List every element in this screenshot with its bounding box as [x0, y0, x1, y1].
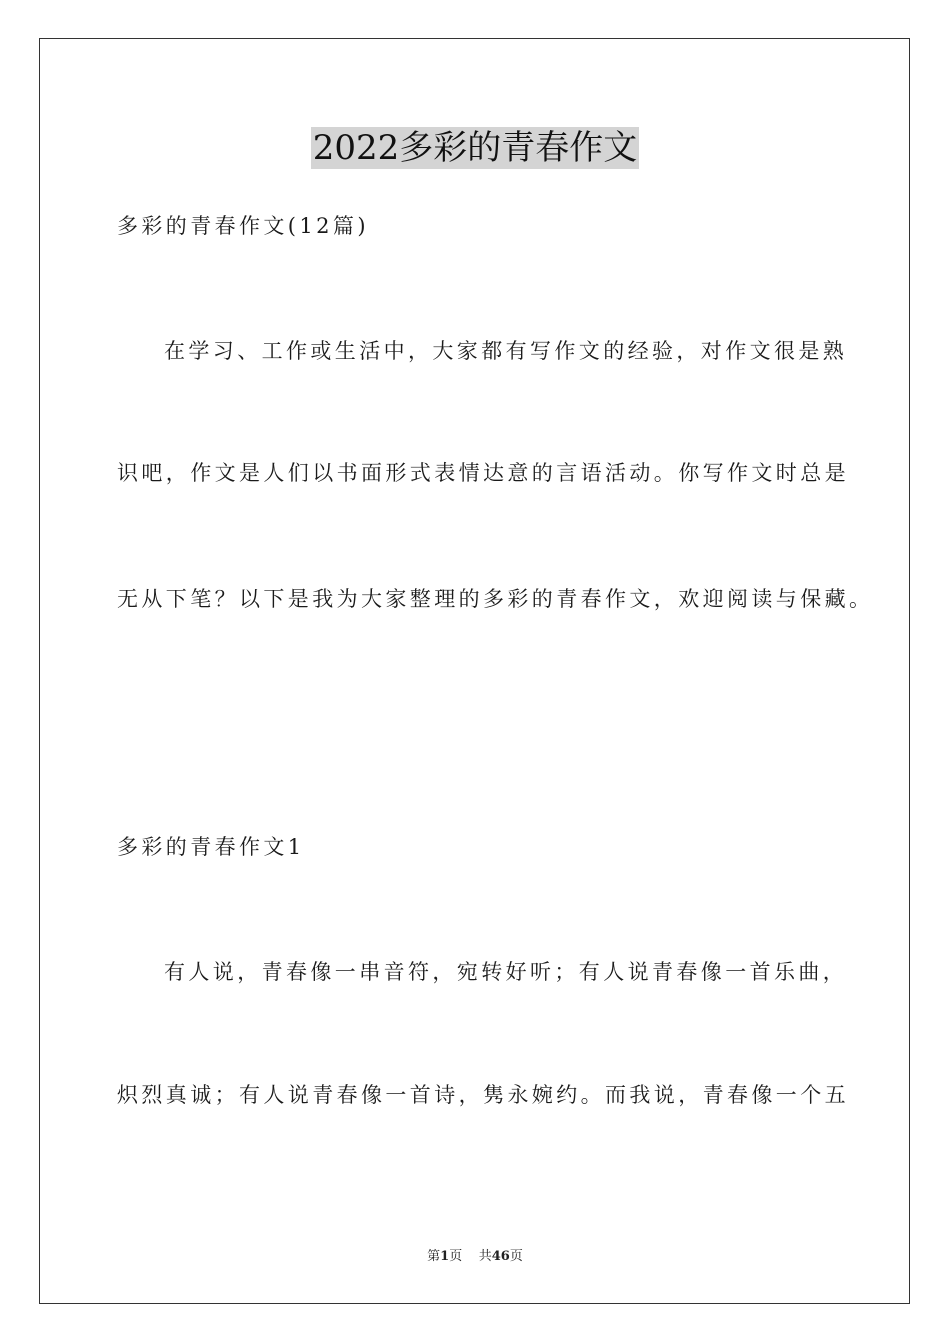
- footer-total-suffix: 页: [509, 1249, 523, 1264]
- section-line-1: 有人说，青春像一串音符，宛转好听；有人说青春像一首乐曲，: [164, 960, 848, 984]
- footer-total-prefix: 共: [478, 1249, 492, 1264]
- document-subtitle: 多彩的青春作文(12篇): [117, 214, 369, 238]
- page-footer: [0, 1248, 950, 1266]
- intro-line-3: 无从下笔？以下是我为大家整理的多彩的青春作文，欢迎阅读与保藏。: [117, 587, 874, 611]
- footer-total-pages: 46: [491, 1249, 510, 1264]
- section-line-2: 炽烈真诚；有人说青春像一首诗，隽永婉约。而我说，青春像一个五: [117, 1083, 849, 1107]
- document-title-wrapper: [0, 127, 950, 169]
- footer-page-prefix: 第: [427, 1249, 441, 1264]
- section-heading: 多彩的青春作文1: [117, 835, 305, 859]
- footer-page-suffix: 页: [449, 1249, 463, 1264]
- intro-line-1: 在学习、工作或生活中，大家都有写作文的经验，对作文很是熟: [164, 339, 848, 363]
- document-title: 2022多彩的青春作文: [312, 128, 638, 168]
- footer-page-number: 1: [440, 1249, 450, 1264]
- intro-line-2: 识吧，作文是人们以书面形式表情达意的言语活动。你写作文时总是: [117, 461, 849, 485]
